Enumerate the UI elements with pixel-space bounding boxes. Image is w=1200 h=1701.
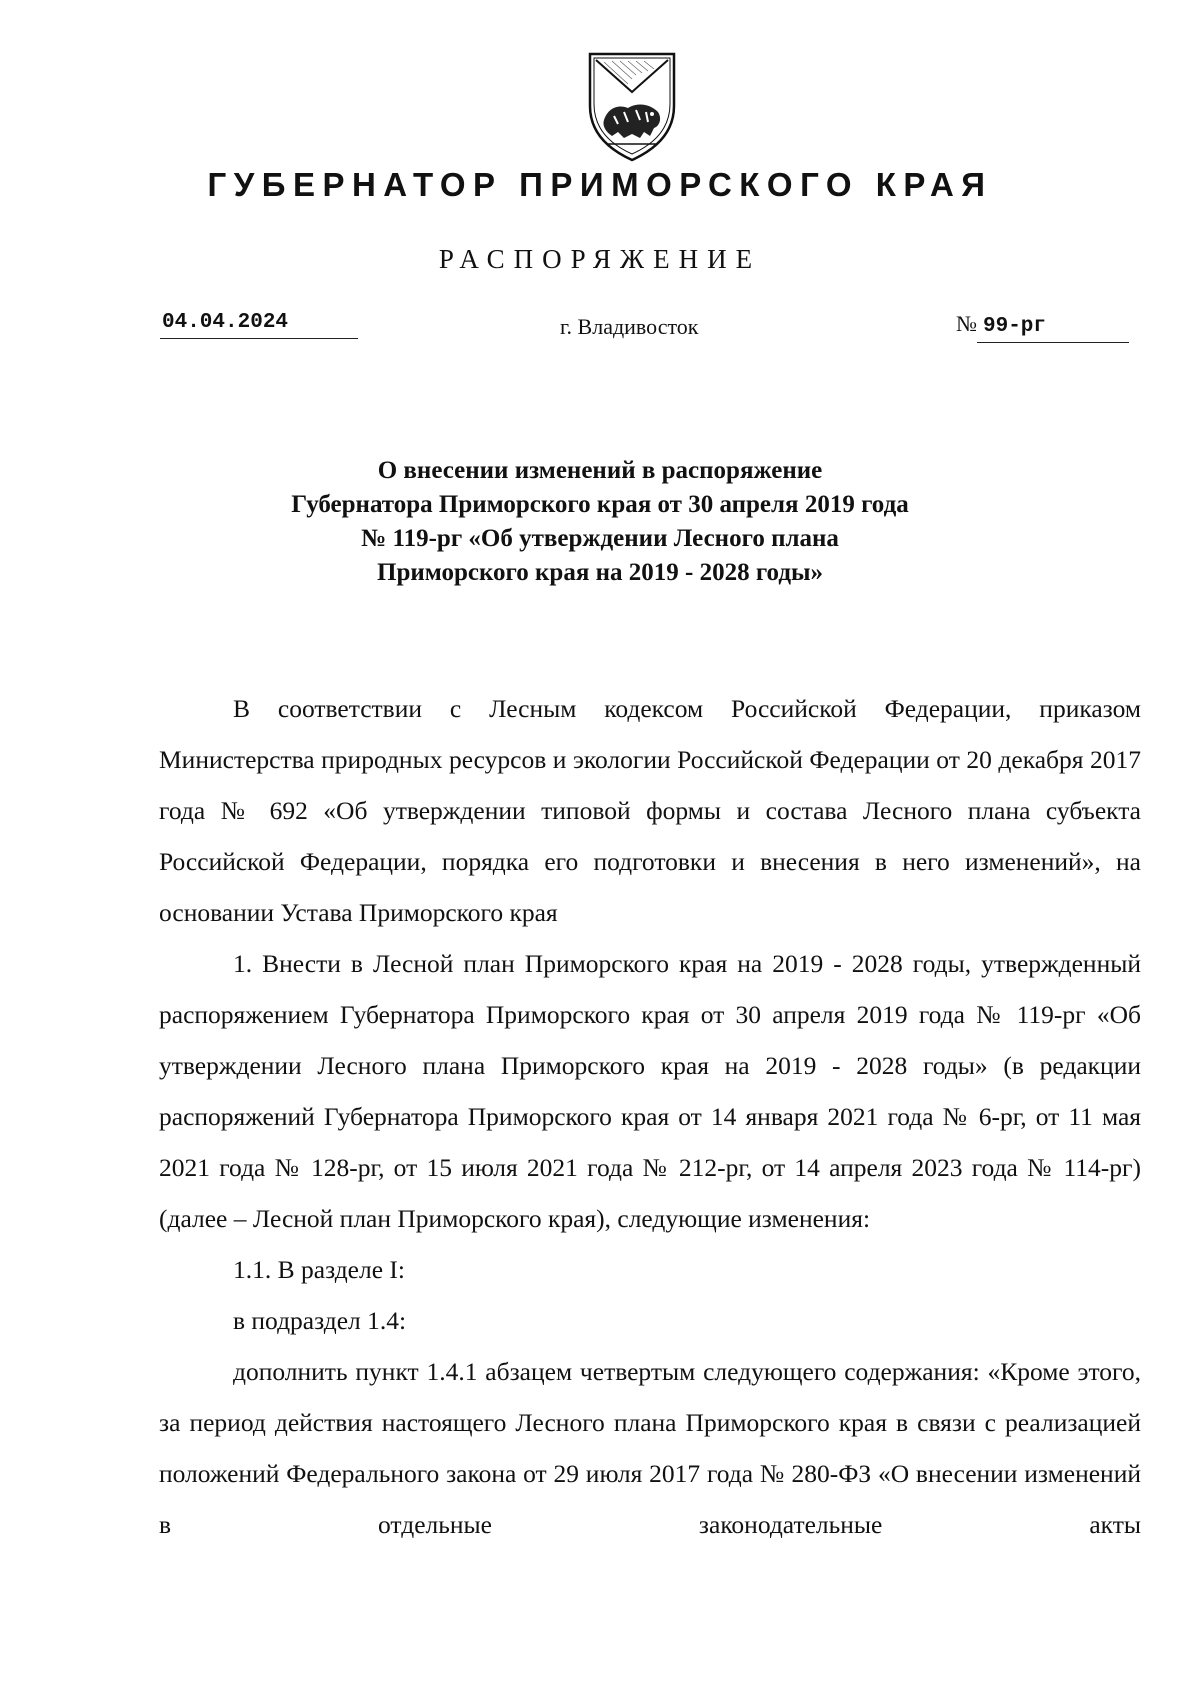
body-paragraph: 1.1. В разделе I: [233, 1255, 405, 1284]
document-date: 04.04.2024 [160, 311, 358, 339]
heading-line: О внесении изменений в распоряжение [377, 457, 823, 484]
body-paragraph: В соответствии с Лесным кодексом Российской Федерации, приказом Министерства природных ресурсов и экологии Российской Федерации от 20 декабря 2017 года № 692 «Об утверждении типовой формы и состава Лесного плана субъекта Российской Федерации, порядка его подготовки и внесения в него изменений», на основании Устава Приморского края [159, 694, 1141, 927]
authority-title: ГУБЕРНАТОР ПРИМОРСКОГО КРАЯ [207, 166, 993, 203]
heading-line: № 119-рг «Об утверждении Лесного плана [361, 525, 839, 552]
document-number-block [956, 311, 1136, 343]
document-body [159, 683, 1141, 1550]
heading-line: Губернатора Приморского края от 30 апреля 2019 года [291, 491, 909, 518]
coat-of-arms-icon [584, 48, 680, 164]
body-paragraph: 1. Внести в Лесной план Приморского края на 2019 - 2028 годы, утвержденный распоряжением Губернатора Приморского края от 30 апреля 2019 года № 119-рг «Об утверждении Лесного плана Приморского края на 2019 - 2028 годы» (в редакции распоряжений Губернатора Приморского края от 14 января 2021 года № 6-рг, от 11 мая 2021 года № 128-рг, от 15 июля 2021 года № 212-рг, от 14 апреля 2023 года № 114-рг) (далее – Лесной план Приморского края), следующие изменения: [159, 949, 1141, 1233]
number-sign: № [956, 311, 977, 336]
document-type: РАСПОРЯЖЕНИЕ [438, 244, 762, 274]
body-paragraph: в подраздел 1.4: [233, 1306, 407, 1335]
heading-line: Приморского края на 2019 - 2028 годы» [377, 559, 823, 586]
document-heading [0, 454, 1200, 590]
document-city: г. Владивосток [560, 314, 699, 339]
body-paragraph: дополнить пункт 1.4.1 абзацем четвертым следующего содержания: «Кроме этого, за период действия настоящего Лесного плана Приморского края в связи с реализацией положений Федерального закона от 29 июля 2017 года № 280-ФЗ «О внесении изменений в отдельные законодательные акты [159, 1357, 1141, 1539]
document-number: 99-рг [977, 315, 1129, 343]
